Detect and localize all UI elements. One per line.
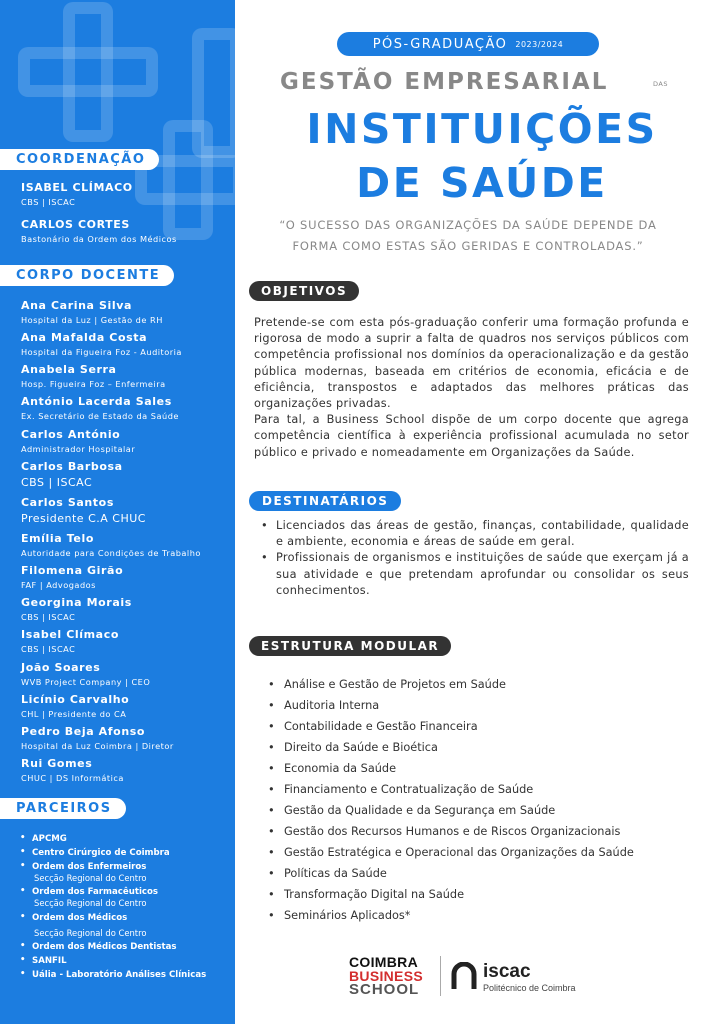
partner-item [20, 862, 206, 883]
module-item: • Gestão dos Recursos Humanos e de Riscos Organizacionais [268, 821, 634, 842]
partner-name: Uália - Laboratório Análises Clínicas [32, 970, 207, 980]
destinatarios-list [259, 518, 689, 599]
title-das: DAS [653, 80, 668, 88]
coimbra-business-school-logo [349, 955, 423, 997]
objetivos-heading: OBJETIVOS [249, 281, 359, 301]
logo-line-1: COIMBRA [349, 954, 418, 970]
person-role: CHUC | DS Informática [21, 773, 124, 783]
partner-name: Centro Cirúrgico de Coimbra [32, 848, 170, 858]
person-role: Ex. Secretário de Estado da Saúde [21, 411, 179, 421]
person-role: CBS | ISCAC [21, 476, 93, 489]
person-name: Carlos António [21, 428, 121, 441]
iscac-logo [451, 962, 576, 993]
teacher [21, 532, 201, 558]
partner-item [20, 970, 206, 980]
partners-list [20, 834, 206, 984]
iscac-mark-icon [451, 962, 477, 990]
partner-name: Ordem dos Médicos [32, 913, 128, 923]
person-name: Emília Telo [21, 532, 94, 545]
objetivos-text [254, 315, 689, 461]
person-role: Hospital da Luz Coimbra | Diretor [21, 741, 174, 751]
person-name: Filomena Girão [21, 564, 124, 577]
coordinator [21, 181, 133, 207]
partner-sub: Secção Regional do Centro [34, 898, 147, 908]
teacher [21, 757, 124, 783]
corpo-docente-heading: CORPO DOCENTE [0, 265, 174, 286]
person-name: Carlos Barbosa [21, 460, 123, 473]
destinatario-item: • Profissionais de organismos e instituições de saúde que exerçam já a sua atividade e que pretendam aprofundar ou consolidar os seus conhecimentos. [259, 550, 689, 599]
partner-item [20, 956, 206, 966]
teacher [21, 661, 150, 687]
sidebar [0, 0, 235, 1024]
estrutura-heading: ESTRUTURA MODULAR [249, 636, 451, 656]
person-role: Bastonário da Ordem dos Médicos [21, 234, 177, 244]
person-role: CBS | ISCAC [21, 197, 76, 207]
teacher [21, 428, 135, 454]
logo-line-2: BUSINESS [349, 968, 423, 984]
partner-item [20, 942, 206, 952]
person-name: Isabel Clímaco [21, 628, 119, 641]
modules-list [268, 674, 634, 926]
coordenacao-heading: COORDENAÇÃO [0, 149, 159, 170]
teacher [21, 331, 182, 357]
module-item: • Transformação Digital na Saúde [268, 884, 634, 905]
teacher [21, 363, 166, 389]
person-role: Administrador Hospitalar [21, 444, 136, 454]
person-role: Presidente C.A CHUC [21, 512, 146, 525]
module-item: • Auditoria Interna [268, 695, 634, 716]
module-item: • Contabilidade e Gestão Financeira [268, 716, 634, 737]
partner-item [20, 834, 206, 844]
program-badge [337, 32, 599, 56]
parceiros-heading: PARCEIROS [0, 798, 126, 819]
person-role: CHL | Presidente do CA [21, 709, 127, 719]
quote: “O SUCESSO DAS ORGANIZAÇÕES DA SAÚDE DEPENDE DA FORMA COMO ESTAS SÃO GERIDAS E CONTROLADAS.” [279, 218, 657, 253]
partner-item [20, 887, 206, 908]
logo-divider [440, 956, 441, 996]
person-name: João Soares [21, 661, 101, 674]
title-line-3: DE SAÚDE [356, 159, 608, 207]
partner-item [20, 913, 206, 938]
title-line-1: GESTÃO EMPRESARIAL [280, 69, 609, 95]
teacher [21, 628, 119, 654]
person-name: Georgina Morais [21, 596, 132, 609]
partner-name: SANFIL [32, 956, 67, 966]
teacher [21, 564, 123, 590]
teacher [21, 725, 174, 751]
person-name: Anabela Serra [21, 363, 117, 376]
person-role: WVB Project Company | CEO [21, 677, 151, 687]
module-item: • Financiamento e Contratualização de Saúde [268, 779, 634, 800]
teacher [21, 460, 123, 489]
partner-sub: Secção Regional do Centro [34, 873, 147, 883]
teacher [21, 596, 132, 622]
partner-name: APCMG [32, 834, 67, 844]
person-role: Hospital da Figueira Foz - Auditoria [21, 347, 182, 357]
person-role: Hospital da Luz | Gestão de RH [21, 315, 163, 325]
objetivos-paragraph-2: Para tal, a Business School dispõe de um corpo docente que agrega competência científica à experiência profissional acumulada no setor público e privado e nomeadamente em Organizações da Saúde. [254, 413, 689, 459]
module-item: • Políticas da Saúde [268, 863, 634, 884]
program-label: PÓS-GRADUAÇÃO [372, 36, 508, 52]
person-name: Carlos Santos [21, 496, 114, 509]
person-name: António Lacerda Sales [21, 395, 172, 408]
logo-line-3: SCHOOL [349, 981, 420, 998]
person-role: FAF | Advogados [21, 580, 96, 590]
person-name: ISABEL CLÍMACO [21, 181, 133, 194]
person-name: Rui Gomes [21, 757, 93, 770]
partner-name: Ordem dos Enfermeiros [32, 862, 147, 872]
person-name: Ana Mafalda Costa [21, 331, 148, 344]
destinatarios-heading: DESTINATÁRIOS [249, 491, 401, 511]
module-item: • Gestão Estratégica e Operacional das Organizações da Saúde [268, 842, 634, 863]
module-item: • Seminários Aplicados* [268, 905, 634, 926]
person-name: Pedro Beja Afonso [21, 725, 146, 738]
destinatario-item: • Licenciados das áreas de gestão, finanças, contabilidade, qualidade e ambiente, economia e áreas de saúde em geral. [259, 518, 689, 550]
module-item: • Gestão da Qualidade e da Segurança em Saúde [268, 800, 634, 821]
module-item: • Economia da Saúde [268, 758, 634, 779]
partner-name: Ordem dos Farmacêuticos [32, 887, 158, 897]
partner-sub: Secção Regional do Centro [34, 928, 147, 938]
objetivos-paragraph-1: Pretende-se com esta pós-graduação conferir uma formação profunda e rigorosa de modo a suprir a falta de quadros nos serviços públicos com competência profissional nos domínios da operacionalização e da gestão pública modernas, baseada em critérios de economia, eficácia e de eficiência, transpostos e adaptados das melhores práticas das organizações privadas. [254, 316, 689, 411]
coordinator [21, 218, 177, 244]
title-line-2: INSTITUIÇÕES [306, 105, 658, 153]
person-name: CARLOS CORTES [21, 218, 130, 231]
teacher [21, 395, 179, 421]
iscac-sub: Politécnico de Coimbra [483, 983, 576, 993]
iscac-name: iscac [483, 961, 531, 982]
person-name: Ana Carina Silva [21, 299, 133, 312]
partner-item [20, 848, 206, 858]
person-name: Licínio Carvalho [21, 693, 130, 706]
module-item: • Direito da Saúde e Bioética [268, 737, 634, 758]
person-role: CBS | ISCAC [21, 612, 76, 622]
person-role: Hosp. Figueira Foz – Enfermeira [21, 379, 166, 389]
teacher [21, 299, 163, 325]
partner-name: Ordem dos Médicos Dentistas [32, 942, 177, 952]
person-role: CBS | ISCAC [21, 644, 76, 654]
module-item: • Análise e Gestão de Projetos em Saúde [268, 674, 634, 695]
teacher [21, 496, 146, 525]
person-role: Autoridade para Condições de Trabalho [21, 548, 201, 558]
program-year: 2023/2024 [515, 39, 564, 49]
teacher [21, 693, 129, 719]
